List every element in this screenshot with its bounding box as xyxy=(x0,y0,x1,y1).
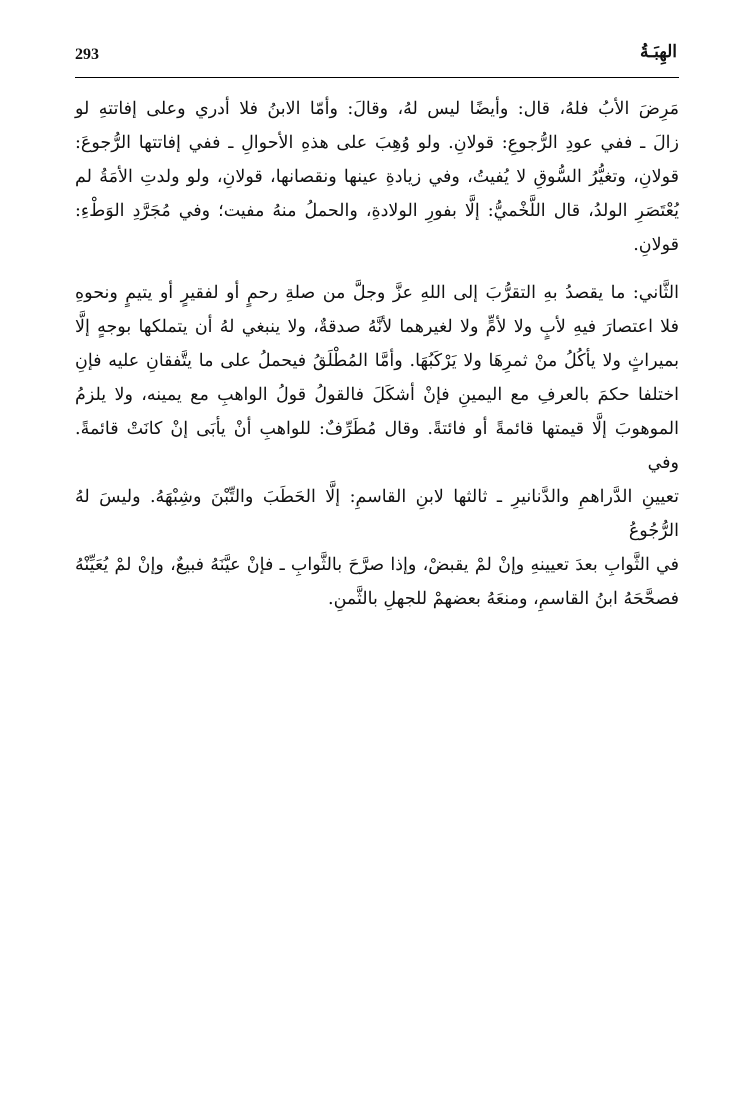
text-line: الموهوبَ إلَّا قيمتها قائمةً أو فائتةً. وقال مُطَرِّفٌ: للواهبِ أنْ يأبَى إنْ كانَتْ قائمةً. وفي xyxy=(75,419,679,473)
text-line: مَرِضَ الأبُ فلهُ، قال: وأيضًا ليس لهُ، وقالَ: وأمّا الابنُ فلا أدري وعلى إفاتتهِ لو xyxy=(75,99,679,119)
text-line: فلا اعتصارَ فيهِ لأبٍ ولا لأمٍّ ولا لغيرهما لأنَّهُ صدقةٌ، ولا ينبغي لهُ أن يتملكها بوجهٍ إلَّا xyxy=(75,317,679,337)
text-line: زالَ ـ ففي عودِ الرُّجوعِ: قولانِ. ولو وُهِبَ على هذهِ الأحوالِ ـ ففي إفاتتها الرُّجوعَ: xyxy=(75,133,679,153)
running-head-title: الهِبَـةُ xyxy=(640,42,677,62)
page-number: 293 xyxy=(75,46,99,63)
text-line: قولانِ. xyxy=(633,235,679,255)
paragraph-1 xyxy=(75,92,679,262)
text-line: فصحَّحَهُ ابنُ القاسمِ، ومنعَهُ بعضهمْ للجهلِ بالثَّمنِ. xyxy=(328,589,679,609)
paragraph-2 xyxy=(75,276,679,616)
text-line: بميراثٍ ولا يأكُلُ منْ ثمرِهَا ولا يَرْكَبُهَا. وأمَّا المُطْلَقُ فيحملُ على ما يتَّفقانِ عليه فإنِ xyxy=(75,351,679,371)
text-line: في الثَّوابِ بعدَ تعيينهِ وإنْ لمْ يقبضْ، وإذا صرَّحَ بالثَّوابِ ـ فإنْ عيَّنَهُ فبيعٌ، وإنْ لمْ يُعَيِّنْهُ xyxy=(75,555,679,575)
text-line: تعيينِ الدَّراهمِ والدَّنانيرِ ـ ثالثها لابنِ القاسمِ: إلَّا الحَطَبَ والتِّبْنَ وشِبْهَهُ. وليسَ لهُ الرُّجُوعُ xyxy=(75,487,679,541)
text-line: اختلفا حكمَ بالعرفِ مع اليمينِ فإنْ أشكَلَ فالقولُ قولُ الواهبِ مع يمينه، ولا يلزمُ xyxy=(75,385,679,405)
text-line: الثَّاني: ما يقصدُ بهِ التقرُّبَ إلى اللهِ عزَّ وجلَّ من صلةِ رحمٍ أو لفقيرٍ أو يتيمٍ ونحوهِ xyxy=(75,283,679,303)
body-text xyxy=(75,92,679,616)
text-line: قولانِ، وتغيُّرُ السُّوقِ لا يُفيتُ، وفي زيادةِ عينها ونقصانها، قولانِ، ولو ولدتِ الأمَةُ لم xyxy=(75,167,679,187)
header-rule xyxy=(75,77,679,78)
text-line: يُعْتَصَرِ الولدُ، قال اللَّخْميُّ: إلَّا بفورِ الولادةِ، والحملُ منهُ مفيت؛ وفي مُجَرَّدِ الوَطْءِ: xyxy=(75,201,679,221)
